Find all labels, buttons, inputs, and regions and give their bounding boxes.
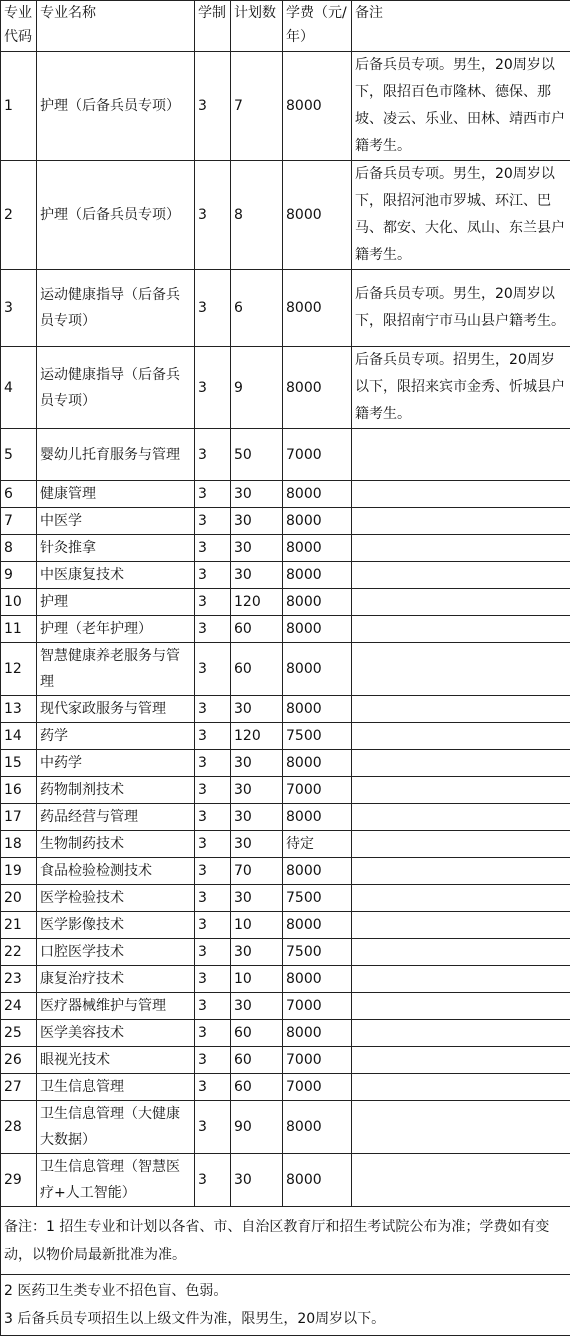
cell-plan: 120 — [231, 723, 283, 750]
cell-code: 6 — [1, 481, 37, 508]
table-row — [1, 161, 570, 270]
table-row — [1, 52, 570, 161]
table-row — [1, 993, 570, 1020]
cell-name: 现代家政服务与管理 — [37, 696, 195, 723]
cell-years: 3 — [195, 347, 231, 429]
cell-plan: 30 — [231, 750, 283, 777]
cell-remark — [352, 1020, 570, 1047]
table-row — [1, 966, 570, 993]
cell-name: 康复治疗技术 — [37, 966, 195, 993]
cell-name: 运动健康指导（后备兵员专项） — [37, 347, 195, 429]
table-row — [1, 1074, 570, 1101]
cell-fee: 8000 — [283, 161, 352, 270]
table-row — [1, 429, 570, 481]
cell-years: 3 — [195, 270, 231, 347]
cell-remark — [352, 696, 570, 723]
table-row — [1, 1047, 570, 1074]
cell-name: 卫生信息管理（智慧医疗+人工智能） — [37, 1154, 195, 1207]
cell-plan: 30 — [231, 481, 283, 508]
cell-fee: 7000 — [283, 1074, 352, 1101]
cell-fee: 8000 — [283, 589, 352, 616]
cell-years: 3 — [195, 535, 231, 562]
note-row-1 — [1, 1207, 570, 1275]
cell-code: 21 — [1, 912, 37, 939]
cell-fee: 7000 — [283, 777, 352, 804]
table-row — [1, 616, 570, 643]
cell-remark — [352, 643, 570, 696]
cell-name: 中药学 — [37, 750, 195, 777]
cell-remark — [352, 750, 570, 777]
cell-plan: 50 — [231, 429, 283, 481]
cell-remark — [352, 993, 570, 1020]
cell-years: 3 — [195, 508, 231, 535]
cell-remark — [352, 481, 570, 508]
cell-plan: 30 — [231, 535, 283, 562]
cell-fee: 7500 — [283, 723, 352, 750]
cell-fee: 8000 — [283, 481, 352, 508]
cell-code: 29 — [1, 1154, 37, 1207]
cell-fee: 8000 — [283, 508, 352, 535]
cell-years: 3 — [195, 993, 231, 1020]
cell-code: 9 — [1, 562, 37, 589]
cell-code: 14 — [1, 723, 37, 750]
cell-remark — [352, 858, 570, 885]
cell-remark — [352, 562, 570, 589]
cell-fee: 8000 — [283, 52, 352, 161]
cell-plan: 60 — [231, 616, 283, 643]
cell-plan: 10 — [231, 912, 283, 939]
cell-remark — [352, 616, 570, 643]
cell-code: 18 — [1, 831, 37, 858]
cell-code: 8 — [1, 535, 37, 562]
cell-fee: 7000 — [283, 429, 352, 481]
cell-years: 3 — [195, 429, 231, 481]
table-row — [1, 643, 570, 696]
cell-plan: 60 — [231, 643, 283, 696]
cell-fee: 7500 — [283, 939, 352, 966]
cell-years: 3 — [195, 643, 231, 696]
cell-fee: 8000 — [283, 750, 352, 777]
table-row — [1, 508, 570, 535]
cell-fee: 8000 — [283, 270, 352, 347]
cell-name: 医疗器械维护与管理 — [37, 993, 195, 1020]
cell-remark: 后备兵员专项。男生，20周岁以下，限招河池市罗城、环江、巴马、都安、大化、凤山、东兰县户籍考生。 — [352, 161, 570, 270]
cell-years: 3 — [195, 616, 231, 643]
cell-years: 3 — [195, 966, 231, 993]
cell-remark — [352, 777, 570, 804]
cell-code: 5 — [1, 429, 37, 481]
table-row — [1, 696, 570, 723]
cell-code: 23 — [1, 966, 37, 993]
cell-name: 婴幼儿托育服务与管理 — [37, 429, 195, 481]
cell-plan: 30 — [231, 993, 283, 1020]
cell-fee: 8000 — [283, 535, 352, 562]
cell-name: 药学 — [37, 723, 195, 750]
cell-fee: 8000 — [283, 562, 352, 589]
table-row — [1, 858, 570, 885]
cell-fee: 8000 — [283, 912, 352, 939]
cell-code: 12 — [1, 643, 37, 696]
cell-code: 10 — [1, 589, 37, 616]
cell-years: 3 — [195, 1047, 231, 1074]
cell-code: 4 — [1, 347, 37, 429]
cell-remark: 后备兵员专项。招男生，20周岁以下，限招来宾市金秀、忻城县户籍考生。 — [352, 347, 570, 429]
table-row — [1, 804, 570, 831]
cell-name: 食品检验检测技术 — [37, 858, 195, 885]
cell-fee: 8000 — [283, 858, 352, 885]
cell-plan: 6 — [231, 270, 283, 347]
cell-years: 3 — [195, 831, 231, 858]
cell-name: 中医学 — [37, 508, 195, 535]
cell-name: 运动健康指导（后备兵员专项） — [37, 270, 195, 347]
cell-plan: 30 — [231, 831, 283, 858]
cell-code: 2 — [1, 161, 37, 270]
cell-plan: 10 — [231, 966, 283, 993]
cell-code: 19 — [1, 858, 37, 885]
cell-years: 3 — [195, 696, 231, 723]
cell-remark: 后备兵员专项。男生，20周岁以下，限招百色市隆林、德保、那坡、凌云、乐业、田林、靖西市户籍考生。 — [352, 52, 570, 161]
table-row — [1, 589, 570, 616]
cell-years: 3 — [195, 912, 231, 939]
cell-remark — [352, 589, 570, 616]
cell-plan: 30 — [231, 1154, 283, 1207]
cell-remark — [352, 831, 570, 858]
cell-remark — [352, 966, 570, 993]
table-row — [1, 723, 570, 750]
cell-remark — [352, 885, 570, 912]
cell-years: 3 — [195, 161, 231, 270]
cell-name: 眼视光技术 — [37, 1047, 195, 1074]
cell-remark — [352, 429, 570, 481]
table-row — [1, 831, 570, 858]
header-code: 专业代码 — [1, 1, 37, 52]
cell-name: 医学检验技术 — [37, 885, 195, 912]
table-row — [1, 885, 570, 912]
cell-fee: 7000 — [283, 1047, 352, 1074]
cell-years: 3 — [195, 589, 231, 616]
cell-code: 27 — [1, 1074, 37, 1101]
table-row — [1, 777, 570, 804]
cell-fee: 8000 — [283, 1020, 352, 1047]
cell-plan: 70 — [231, 858, 283, 885]
note-row-2 — [1, 1275, 570, 1336]
cell-years: 3 — [195, 723, 231, 750]
cell-remark — [352, 535, 570, 562]
cell-code: 26 — [1, 1047, 37, 1074]
cell-code: 13 — [1, 696, 37, 723]
cell-years: 3 — [195, 858, 231, 885]
cell-fee: 8000 — [283, 616, 352, 643]
cell-code: 22 — [1, 939, 37, 966]
table-row — [1, 481, 570, 508]
cell-plan: 30 — [231, 804, 283, 831]
cell-years: 3 — [195, 750, 231, 777]
cell-name: 护理（后备兵员专项） — [37, 161, 195, 270]
table-row — [1, 1154, 570, 1207]
cell-remark — [352, 1047, 570, 1074]
cell-name: 口腔医学技术 — [37, 939, 195, 966]
cell-plan: 60 — [231, 1047, 283, 1074]
cell-name: 医学美容技术 — [37, 1020, 195, 1047]
cell-name: 智慧健康养老服务与管理 — [37, 643, 195, 696]
cell-name: 针灸推拿 — [37, 535, 195, 562]
table-body — [1, 52, 570, 1207]
cell-remark — [352, 912, 570, 939]
header-years: 学制 — [195, 1, 231, 52]
cell-remark — [352, 1101, 570, 1154]
cell-years: 3 — [195, 1020, 231, 1047]
cell-name: 中医康复技术 — [37, 562, 195, 589]
table-row — [1, 535, 570, 562]
cell-remark — [352, 723, 570, 750]
cell-name: 卫生信息管理 — [37, 1074, 195, 1101]
cell-plan: 90 — [231, 1101, 283, 1154]
cell-years: 3 — [195, 804, 231, 831]
cell-years: 3 — [195, 1154, 231, 1207]
cell-name: 卫生信息管理（大健康大数据） — [37, 1101, 195, 1154]
cell-years: 3 — [195, 885, 231, 912]
note-3: 3 后备兵员专项招生以上级文件为准，限男生，20周岁以下。 — [4, 1305, 567, 1333]
cell-name: 护理（老年护理） — [37, 616, 195, 643]
cell-fee: 8000 — [283, 966, 352, 993]
cell-name: 护理 — [37, 589, 195, 616]
cell-plan: 30 — [231, 696, 283, 723]
cell-code: 7 — [1, 508, 37, 535]
cell-plan: 30 — [231, 885, 283, 912]
cell-years: 3 — [195, 52, 231, 161]
cell-years: 3 — [195, 481, 231, 508]
cell-remark — [352, 508, 570, 535]
cell-code: 1 — [1, 52, 37, 161]
cell-name: 生物制药技术 — [37, 831, 195, 858]
cell-remark — [352, 1154, 570, 1207]
cell-plan: 60 — [231, 1020, 283, 1047]
cell-name: 健康管理 — [37, 481, 195, 508]
header-plan: 计划数 — [231, 1, 283, 52]
cell-name: 护理（后备兵员专项） — [37, 52, 195, 161]
cell-code: 28 — [1, 1101, 37, 1154]
cell-name: 药品经营与管理 — [37, 804, 195, 831]
cell-fee: 待定 — [283, 831, 352, 858]
cell-code: 11 — [1, 616, 37, 643]
cell-remark — [352, 804, 570, 831]
cell-years: 3 — [195, 562, 231, 589]
table-row — [1, 750, 570, 777]
table-row — [1, 562, 570, 589]
table-row — [1, 270, 570, 347]
cell-years: 3 — [195, 1074, 231, 1101]
header-fee: 学费（元/年） — [283, 1, 352, 52]
cell-years: 3 — [195, 777, 231, 804]
cell-remark — [352, 939, 570, 966]
cell-code: 3 — [1, 270, 37, 347]
note-1: 备注：1 招生专业和计划以各省、市、自治区教育厅和招生考试院公布为准；学费如有变动，以物价局最新批准为准。 — [1, 1207, 570, 1275]
cell-code: 25 — [1, 1020, 37, 1047]
cell-name: 医学影像技术 — [37, 912, 195, 939]
table-row — [1, 939, 570, 966]
cell-plan: 30 — [231, 777, 283, 804]
cell-years: 3 — [195, 939, 231, 966]
cell-plan: 120 — [231, 589, 283, 616]
cell-code: 20 — [1, 885, 37, 912]
cell-fee: 8000 — [283, 804, 352, 831]
cell-plan: 7 — [231, 52, 283, 161]
cell-fee: 8000 — [283, 643, 352, 696]
cell-plan: 8 — [231, 161, 283, 270]
note-2: 2 医药卫生类专业不招色盲、色弱。 — [4, 1277, 567, 1305]
cell-code: 17 — [1, 804, 37, 831]
table-header-row — [1, 1, 570, 52]
cell-plan: 9 — [231, 347, 283, 429]
cell-fee: 8000 — [283, 1101, 352, 1154]
cell-fee: 7500 — [283, 885, 352, 912]
cell-years: 3 — [195, 1101, 231, 1154]
table-row — [1, 1101, 570, 1154]
cell-fee: 8000 — [283, 347, 352, 429]
cell-code: 16 — [1, 777, 37, 804]
header-name: 专业名称 — [37, 1, 195, 52]
cell-code: 24 — [1, 993, 37, 1020]
table-row — [1, 912, 570, 939]
note-block-2 — [1, 1275, 570, 1336]
cell-plan: 30 — [231, 562, 283, 589]
cell-code: 15 — [1, 750, 37, 777]
header-remark: 备注 — [352, 1, 570, 52]
cell-remark — [352, 1074, 570, 1101]
cell-plan: 30 — [231, 508, 283, 535]
cell-fee: 8000 — [283, 696, 352, 723]
cell-plan: 60 — [231, 1074, 283, 1101]
cell-fee: 8000 — [283, 1154, 352, 1207]
cell-fee: 7000 — [283, 993, 352, 1020]
cell-plan: 30 — [231, 939, 283, 966]
cell-name: 药物制剂技术 — [37, 777, 195, 804]
table-row — [1, 1020, 570, 1047]
table-row — [1, 347, 570, 429]
cell-remark: 后备兵员专项。男生，20周岁以下，限招南宁市马山县户籍考生。 — [352, 270, 570, 347]
